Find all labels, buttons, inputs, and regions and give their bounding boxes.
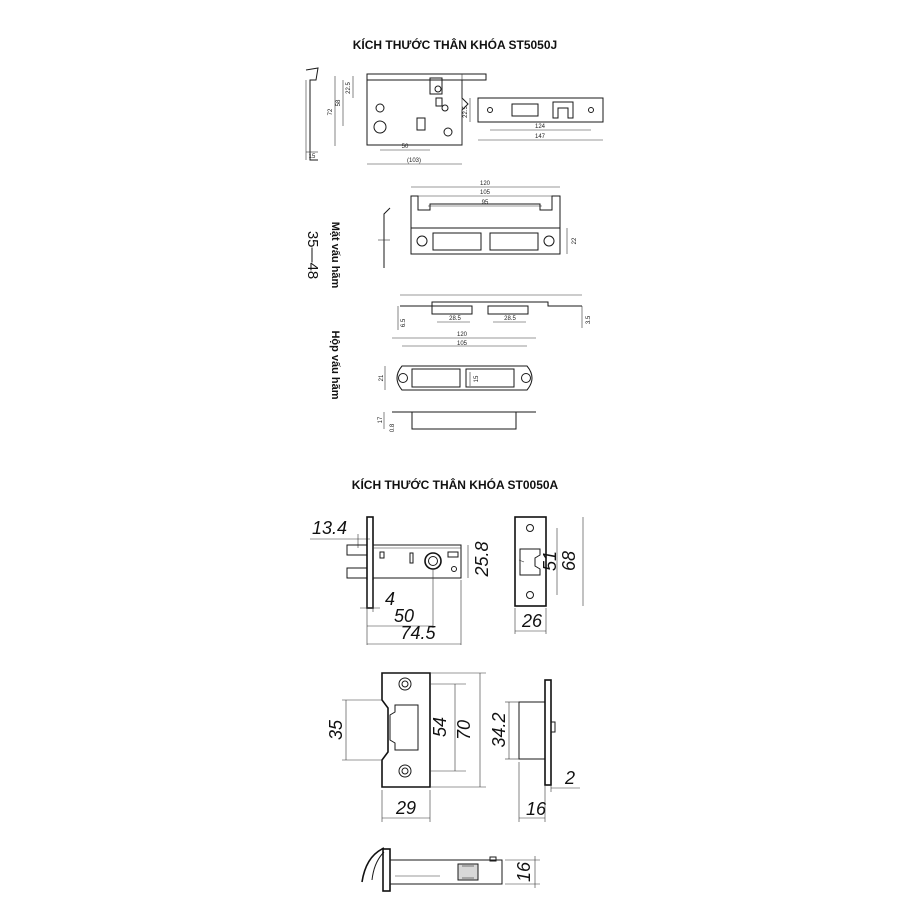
dim-face-len-inner: 124 <box>534 124 546 130</box>
dim-h58: 58 <box>336 99 342 107</box>
dim-side342: 34.2 <box>489 712 509 748</box>
dim-offset: 22.5 <box>346 82 352 94</box>
strike-face-front <box>411 181 578 254</box>
dim-face26: 26 <box>521 611 543 631</box>
dim-face68: 68 <box>559 550 579 572</box>
dim-slot2: 28.5 <box>504 316 516 322</box>
dim-face-len: 147 <box>534 134 546 140</box>
dim-backset: 50 <box>401 144 409 150</box>
strike-face-plan <box>398 295 592 330</box>
dim-sb-120: 120 <box>456 332 468 338</box>
st5050j-faceplate <box>463 98 603 140</box>
dim-sb-15: 15 <box>474 375 480 383</box>
dim-sb-08: 0.8 <box>390 423 396 433</box>
dim-sb-17: 17 <box>378 416 384 424</box>
dim-bottom16: 16 <box>514 861 534 883</box>
strike-face-side <box>378 208 390 268</box>
strike-box-plan <box>378 412 536 432</box>
label-strike-face: Mặt vấu hãm <box>329 221 341 289</box>
dim-sf-105: 105 <box>479 190 491 196</box>
dim-sb-105: 105 <box>456 341 468 347</box>
st5050j-lock-body <box>328 74 486 164</box>
st0050a-strike-plate <box>326 673 486 822</box>
st0050a-faceplate <box>515 517 583 634</box>
dim-bolt: 13.4 <box>312 518 348 538</box>
dim-side16: 16 <box>525 799 547 819</box>
dim-sf-22: 22 <box>572 237 578 245</box>
title-st0050a: KÍCH THƯỚC THÂN KHÓA ST0050A <box>351 478 559 492</box>
dim-t35: 3.5 <box>586 315 592 325</box>
dim-d745: 74.5 <box>400 623 436 643</box>
dim-t65: 6.5 <box>401 318 407 328</box>
dim-depth: (103) <box>406 158 422 164</box>
dim-face-width: 22.5 <box>463 106 469 118</box>
dim-h72: 72 <box>328 108 334 116</box>
dim-h258: 25.8 <box>472 541 492 577</box>
dim-strike29: 29 <box>395 798 417 818</box>
st0050a-latch-plan <box>362 848 540 891</box>
label-door-range: 35—48 <box>304 230 321 280</box>
dim-d50: 50 <box>393 606 415 626</box>
strike-box-front <box>379 332 536 390</box>
dim-sb-21: 21 <box>379 374 385 382</box>
st0050a-strike-side <box>489 680 580 822</box>
label-strike-box: Hộp vấu hãm <box>329 330 341 400</box>
dim-sf-95: 95 <box>481 200 489 206</box>
dim-strike70: 70 <box>454 719 474 741</box>
dim-strike35: 35 <box>326 719 346 741</box>
dim-face51: 51 <box>540 550 560 572</box>
dim-d4: 4 <box>384 589 396 609</box>
dim-side2: 2 <box>564 768 576 788</box>
dim-sf-120: 120 <box>479 181 491 187</box>
title-st5050j: KÍCH THƯỚC THÂN KHÓA ST5050J <box>352 38 558 52</box>
st0050a-latch-body <box>310 517 492 645</box>
st5050j-side-profile <box>306 68 318 160</box>
dim-thickness: 15 <box>308 154 316 160</box>
dim-strike54: 54 <box>430 716 450 738</box>
dim-slot1: 28.5 <box>449 316 461 322</box>
